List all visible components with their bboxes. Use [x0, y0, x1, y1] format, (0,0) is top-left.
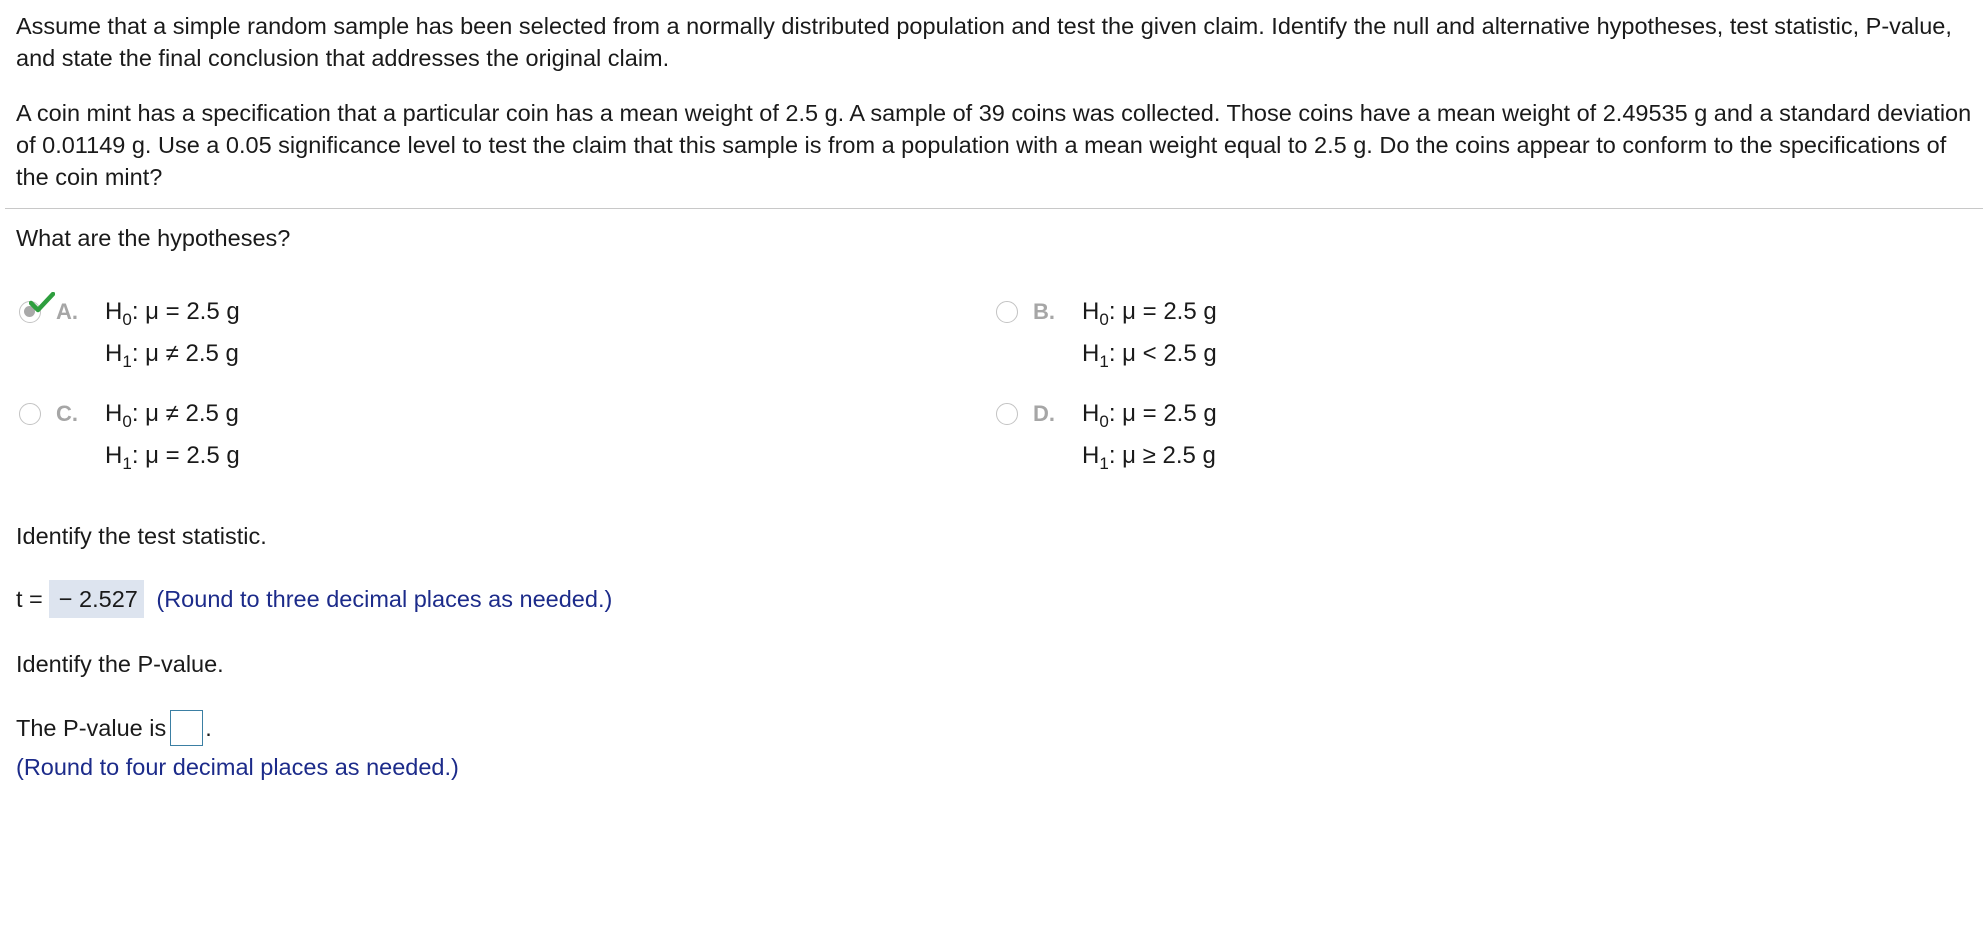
option-b-alt-hypothesis: $H_1$: μ < 2.5 g [1082, 340, 1217, 371]
option-c-alt-hypothesis: $H_1$: μ = 2.5 g [105, 442, 240, 473]
option-a-null-hypothesis: $H_0$: μ = 2.5 g [105, 298, 240, 329]
problem-statement: A coin mint has a specification that a particular coin has a mean weight of 2.5 g. A sample of 39 coins was collected. Those coins have a mean weight of 2.49535 g and a standard deviation of 0.01149 g. Use a 0.05 significance level to test the claim that this sample is from a population with a mean weight equal to 2.5 g. Do the coins appear to conform to the specifications of the coin mint? [16, 100, 1972, 190]
pvalue-hint: (Round to four decimal places as needed.) [16, 754, 459, 780]
option-c-letter: C. [56, 401, 78, 426]
option-d-radio[interactable] [996, 403, 1018, 425]
test-statistic-question: Identify the test statistic. [16, 523, 267, 549]
pvalue-question: Identify the P-value. [16, 651, 224, 677]
option-d[interactable] [996, 400, 1696, 480]
test-statistic-answer[interactable]: − 2.527 [49, 580, 144, 618]
option-b-letter: B. [1033, 299, 1055, 324]
option-c[interactable] [19, 400, 719, 480]
option-b-radio[interactable] [996, 301, 1018, 323]
pvalue-period: . [205, 715, 212, 741]
pvalue-line [16, 710, 212, 748]
pvalue-label: The P-value is [16, 715, 167, 741]
option-b-null-hypothesis: $H_0$: μ = 2.5 g [1082, 298, 1217, 329]
option-c-radio[interactable] [19, 403, 41, 425]
hypotheses-question: What are the hypotheses? [16, 225, 291, 251]
option-b[interactable] [996, 298, 1696, 378]
option-c-null-hypothesis: $H_0$: μ ≠ 2.5 g [105, 400, 239, 431]
option-a[interactable] [19, 298, 719, 378]
correct-check-icon [29, 292, 55, 314]
section-divider [5, 208, 1983, 209]
test-statistic-hint: (Round to three decimal places as needed.) [156, 586, 613, 612]
test-statistic-line [16, 580, 612, 618]
option-d-alt-hypothesis: $H_1$: μ ≥ 2.5 g [1082, 442, 1216, 473]
option-a-alt-hypothesis: $H_1$: μ ≠ 2.5 g [105, 340, 239, 371]
instructions-text: Assume that a simple random sample has been selected from a normally distributed population and test the given claim. Identify the null and alternative hypotheses, test statistic, P-value, and state the final conclusion that addresses the original claim. [16, 13, 1952, 71]
pvalue-input[interactable] [170, 710, 203, 746]
option-a-letter: A. [56, 299, 78, 324]
option-d-null-hypothesis: $H_0$: μ = 2.5 g [1082, 400, 1217, 431]
option-d-letter: D. [1033, 401, 1055, 426]
test-statistic-label: t = [16, 586, 43, 612]
